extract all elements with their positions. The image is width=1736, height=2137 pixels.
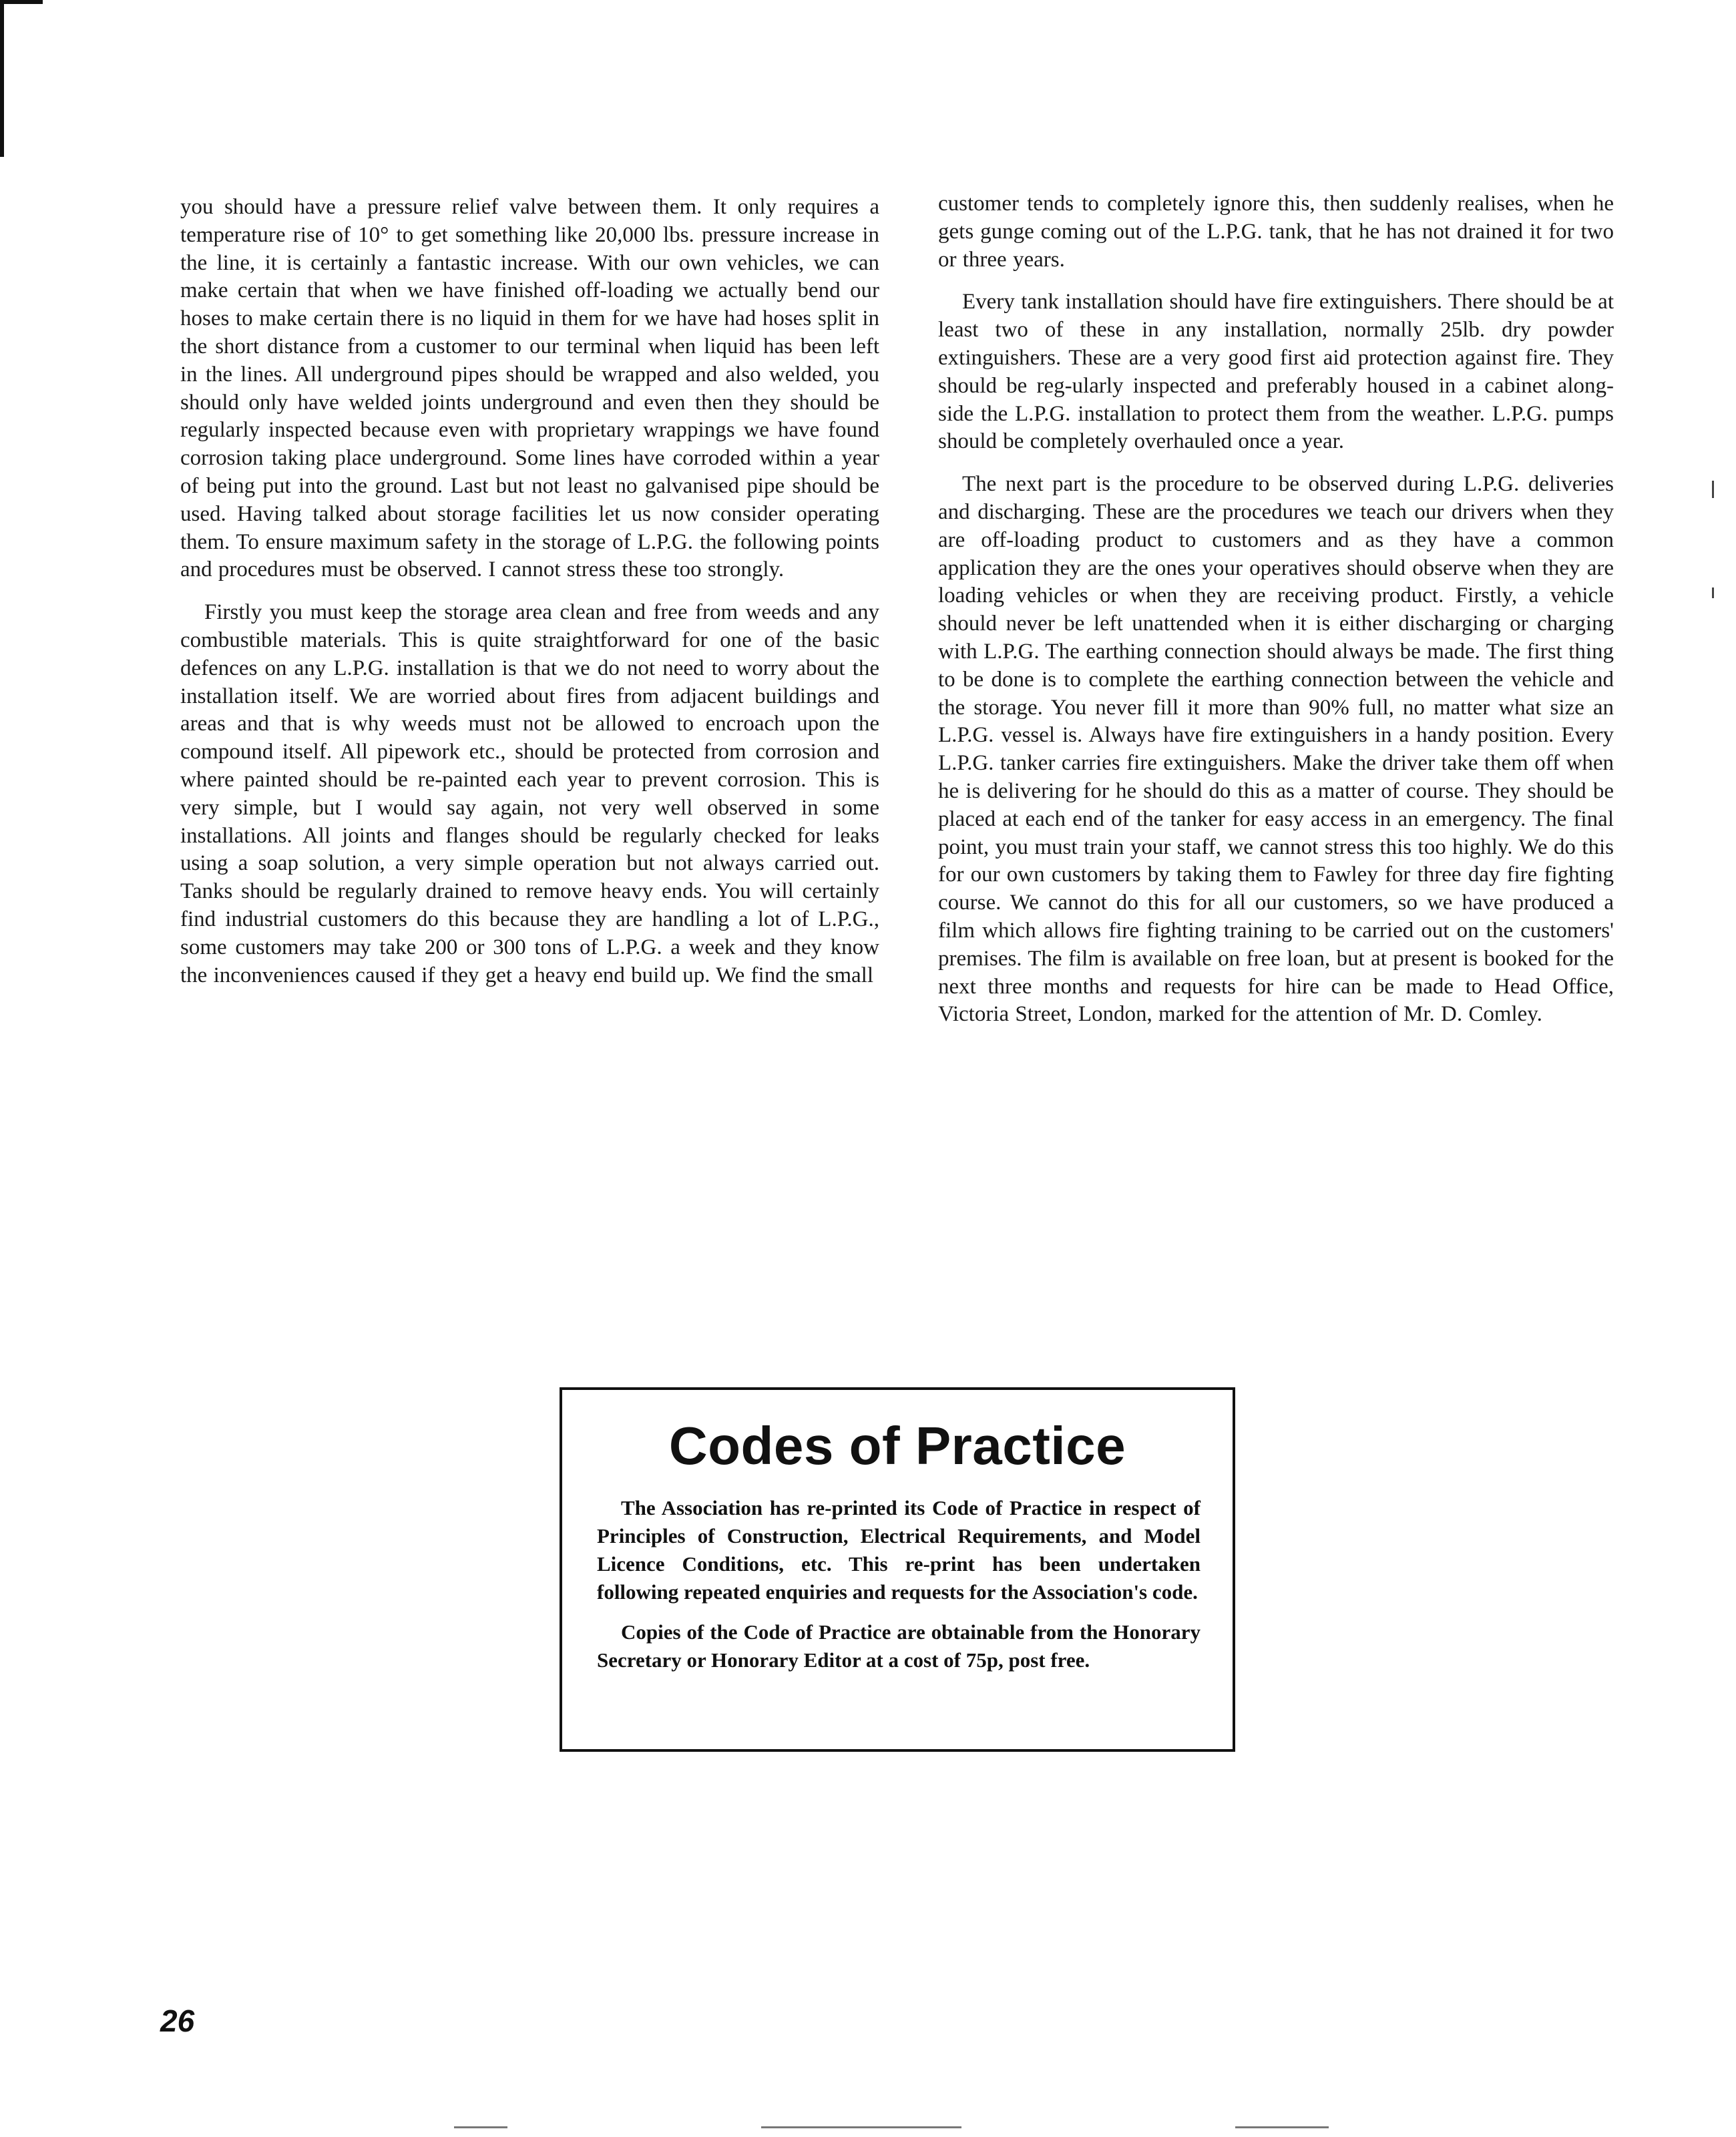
notice-paragraph: The Association has re-printed its Code of Practice in respect of Principles of Construction, Electrical Requirements, and Model Licence Conditions, etc. This re-print has been undertaken following repeated enquiries and requests for the Association's code. — [597, 1496, 1201, 1604]
body-paragraph: customer tends to completely ignore this, then suddenly realises, when he gets gunge coming out of the L.P.G. tank, that he has not drained it for two or three years. — [938, 192, 1614, 272]
scan-edge-marks — [1696, 0, 1736, 2137]
scan-mark — [1712, 481, 1714, 498]
scan-mark — [761, 2126, 961, 2128]
scan-mark — [454, 2126, 507, 2128]
scan-mark — [1712, 587, 1714, 598]
body-paragraph: Every tank installation should have fire extinguishers. There should be at least two of these in any installation, normally 25lb. dry powder extinguishers. These are a very good first aid protection against fire. They should be reg-ularly inspected and preferably housed in a cabinet along-side the L.P.G. installation to protect them from the weather. L.P.G. pumps should be completely overhauled once a year. — [938, 290, 1614, 454]
body-paragraph: The next part is the procedure to be observed during L.P.G. deliveries and discharging. These are the procedures we teach our drivers when they are off-loading product to customers and as they have a common application they are the ones your operatives should observe when they are loading vehicles or when they are receiving product. Firstly, a vehicle should never be left unattended when it is either discharging or charging with L.P.G. The earthing connection should always be made. The first thing to be done is to complete the earthing connection between the vehicle and the storage. You never fill it more than 90% full, no matter what size an L.P.G. vessel is. Always have fire extinguishers in a handy position. Every L.P.G. tanker carries fire extinguishers. Make the driver take them off when he is delivering for he should do this as a matter of course. They should be placed at each end of the tanker for easy access in an emergency. The final point, you must train your staff, we cannot stress this too highly. We do this for our own customers by taking them to Fawley for three day fire fighting course. We cannot do this for all our customers, so we have produced a film which allows fire fighting training to be carried out on the customers' premises. The film is available on free loan, but at present is booked for the next three months and requests for hire can be made to Head Office, Victoria Street, London, marked for the attention of Mr. D. Comley. — [938, 472, 1614, 1027]
left-text-column — [180, 194, 879, 1004]
crop-mark — [0, 0, 4, 157]
crop-mark — [0, 0, 43, 4]
right-text-column — [938, 190, 1614, 1043]
scan-mark — [1235, 2126, 1329, 2128]
body-paragraph: Firstly you must keep the storage area clean and free from weeds and any combustible materials. This is quite straightforward for one of the basic defences on any L.P.G. installation is that we do not need to worry about the installation itself. We are worried about fires from adjacent buildings and areas and that is why weeds must not be allowed to encroach upon the compound itself. All pipework etc., should be protected from corrosion and where painted should be re-painted each year to prevent corrosion. This is very simple, but I would say again, not very well observed in some installations. All joints and flanges should be regularly checked for leaks using a soap solution, a very simple operation but not always carried out. Tanks should be regularly drained to remove heavy ends. You will certainly find industrial customers do this because they are handling a lot of L.P.G., some customers may take 200 or 300 tons of L.P.G. a week and they know the inconveniences caused if they get a heavy end build up. We find the small — [180, 600, 879, 987]
page-number: 26 — [160, 2003, 195, 2038]
body-paragraph: you should have a pressure relief valve between them. It only requires a temperature rise of 10° to get something like 20,000 lbs. pressure increase in the line, it is certainly a fantastic increase. With our own vehicles, we can make certain that when we have finished off-loading we actually bend our hoses to make certain there is no liquid in them for we have had hoses split in the short distance from a customer to our terminal when liquid has been left in the lines. All underground pipes should be wrapped and also welded, you should only have welded joints underground and even then they should be regularly inspected because even with proprietary wrappings we have found corrosion taking place underground. Some lines have corroded within a year of being put into the ground. Last but not least no galvanised pipe should be used. Having talked about storage facilities let us now consider operating them. To ensure maximum safety in the storage of L.P.G. the following points and procedures must be observed. I cannot stress these too strongly. — [180, 195, 879, 582]
notice-title: Codes of Practice — [668, 1416, 1126, 1475]
codes-of-practice-notice — [560, 1387, 1235, 1752]
notice-paragraph: Copies of the Code of Practice are obtainable from the Honorary Secretary or Honorary Editor at a cost of 75p, post free. — [597, 1620, 1201, 1672]
